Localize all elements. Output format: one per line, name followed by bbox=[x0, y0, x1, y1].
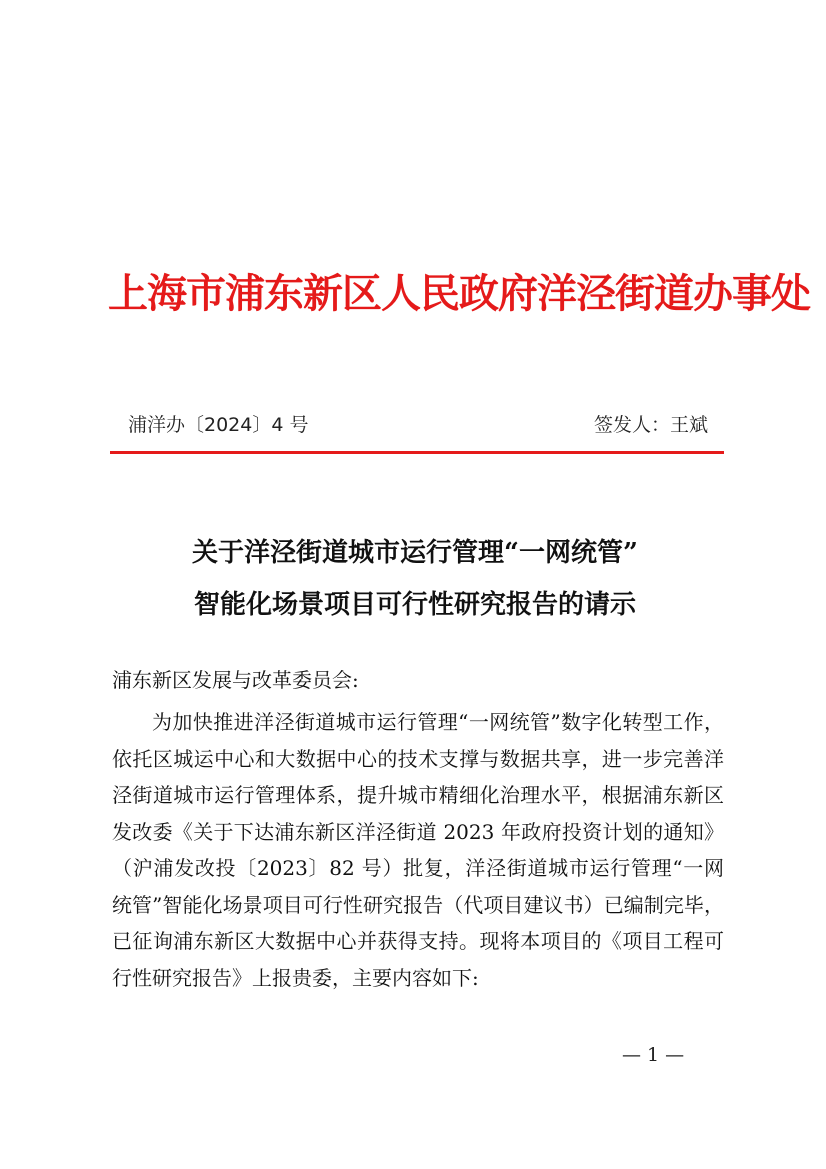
document-title-line-1: 关于洋泾街道城市运行管理“一网统管” bbox=[192, 538, 638, 568]
issuing-organization-title: 上海市浦东新区人民政府洋泾街道办事处 bbox=[108, 270, 810, 317]
document-number: 浦洋办〔2024〕4 号 bbox=[128, 414, 309, 436]
document-title-line-2: 智能化场景项目可行性研究报告的请示 bbox=[193, 590, 636, 620]
red-divider-line bbox=[110, 451, 724, 454]
signer: 签发人：王斌 bbox=[593, 414, 708, 436]
recipient: 浦东新区发展与改革委员会: bbox=[112, 668, 359, 692]
page-number: — 1 — bbox=[622, 1044, 685, 1066]
body-paragraph: 为加快推进洋泾街道城市运行管理“一网统管”数字化转型工作，依托区城运中心和大数据中心的技术支撑与数据共享，进一步完善洋泾街道城市运行管理体系，提升城市精细化治理水平，根据浦东新区发改委《关于下达浦东新区洋泾街道 2023 年政府投资计划的通知》（沪浦发改投〔2023〕82 号）批复，洋泾街道城市运行管理“一网统管”智能化场景项目可行性研究报告（代项目建议书）已编制完毕，已征询浦东新区大数据中心并获得支持。现将本项目的《项目工程可行性研究报告》上报贵委，主要内容如下: bbox=[112, 710, 724, 990]
